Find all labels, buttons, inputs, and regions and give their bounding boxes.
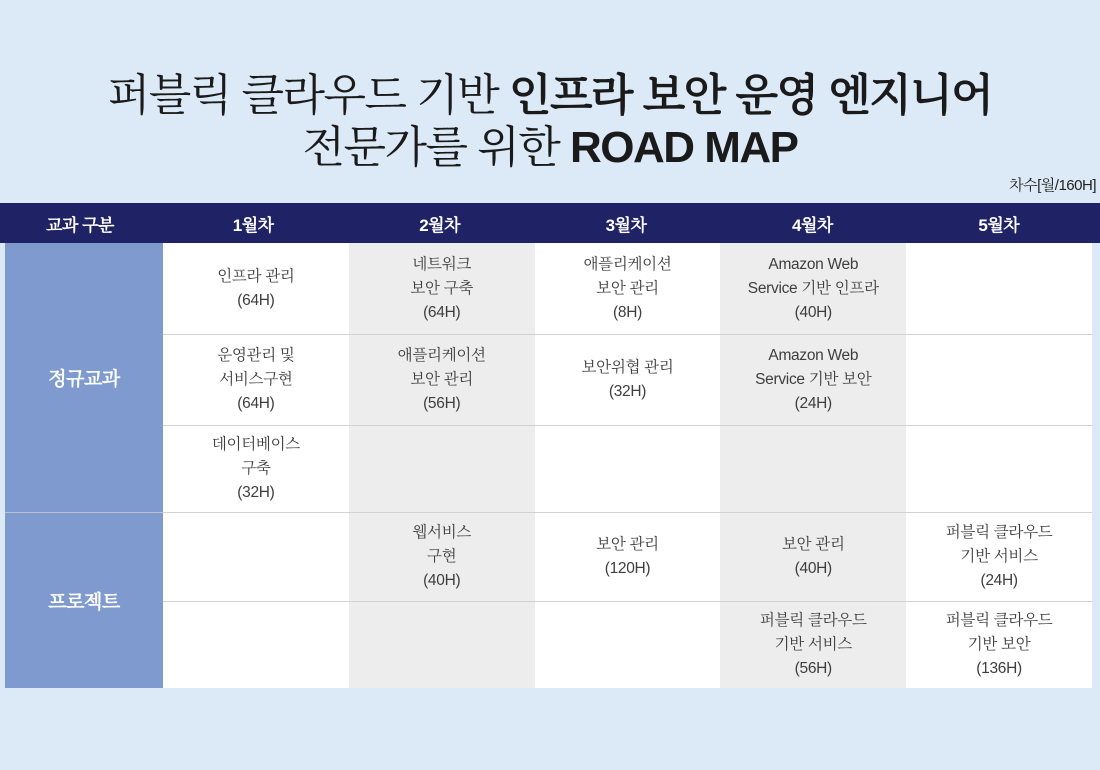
roadmap-cell (720, 243, 906, 334)
course-title-line: 데이터베이스 (211, 436, 300, 453)
roadmap-cell (163, 512, 349, 601)
title-regular-1: 퍼블릭 클라우드 기반 (107, 71, 509, 120)
roadmap-cell (906, 243, 1092, 334)
course-title-line: 기반 서비스 (774, 636, 852, 653)
course-hours: (56H) (423, 395, 461, 412)
roadmap-table (0, 203, 1100, 688)
course-hours: (56H) (794, 660, 832, 677)
course-title-line: 퍼블릭 클라우드 (945, 612, 1053, 629)
roadmap-cell (535, 512, 721, 601)
title-bold-1: 인프라 보안 운영 엔지니어 (509, 71, 993, 120)
course-title-line: 보안 관리 (596, 536, 659, 553)
header-cell-month-2: 2월차 (419, 215, 460, 235)
roadmap-cell (535, 243, 721, 334)
roadmap-cell (349, 512, 535, 601)
row-group-column (5, 243, 163, 688)
course-hours: (40H) (794, 560, 832, 577)
course-title-line: 구현 (427, 548, 457, 565)
table-body-grid (163, 243, 1092, 688)
course-title-line: 퍼블릭 클라우드 (945, 524, 1053, 541)
course-title-line: Amazon Web (768, 255, 859, 273)
course-hours: (40H) (423, 572, 461, 589)
course-title-line: 애플리케이션 (397, 347, 486, 364)
roadmap-cell (535, 334, 721, 425)
course-title-line: Amazon Web (768, 347, 859, 364)
roadmap-cell (720, 425, 906, 512)
roadmap-cell (163, 425, 349, 512)
course-title-line: 애플리케이션 (583, 255, 672, 273)
course-hours: (64H) (423, 303, 461, 321)
course-title-line: 네트워크 (412, 255, 472, 273)
course-title-line: 기반 서비스 (960, 548, 1038, 565)
table-body (5, 243, 1092, 688)
course-hours: (32H) (237, 484, 275, 501)
course-hours: (64H) (237, 395, 275, 412)
roadmap-cell (720, 512, 906, 601)
roadmap-cell (349, 243, 535, 334)
course-title-line: 보안 관리 (410, 371, 474, 388)
course-hours: (40H) (794, 303, 832, 321)
title-regular-2: 전문가를 위한 (302, 123, 570, 172)
roadmap-cell (720, 334, 906, 425)
course-title-line: 보안위협 관리 (581, 359, 674, 376)
course-title-line: 보안 관리 (781, 536, 845, 553)
roadmap-cell (163, 243, 349, 334)
roadmap-cell (349, 601, 535, 688)
course-hours: (8H) (613, 303, 642, 321)
course-title-line: 인프라 관리 (217, 267, 295, 285)
header-cell-month-4: 4월차 (791, 215, 833, 235)
row-group-project: 프로젝트 (5, 512, 163, 688)
roadmap-cell (906, 425, 1092, 512)
roadmap-cell (349, 334, 535, 425)
course-title-line: 구축 (241, 460, 271, 477)
roadmap-cell (349, 425, 535, 512)
course-title-line: 보안 구축 (410, 279, 474, 297)
page-title-line-2 (0, 122, 1100, 174)
table-header-row (0, 203, 1100, 243)
course-hours: (24H) (980, 572, 1018, 589)
course-hours: (120H) (604, 560, 651, 577)
roadmap-cell (535, 425, 721, 512)
course-title-line: Service 기반 인프라 (747, 279, 879, 297)
row-group-regular-curriculum: 정규교과 (5, 243, 163, 512)
roadmap-cell (720, 601, 906, 688)
title-bold-2: ROAD MAP (569, 123, 798, 172)
header-cell-month-1: 1월차 (232, 215, 274, 235)
course-title-line: 보안 관리 (596, 279, 659, 297)
roadmap-cell (163, 601, 349, 688)
course-hours: (24H) (794, 395, 832, 412)
course-title-line: 기반 보안 (967, 636, 1031, 653)
page-title-line-1 (0, 70, 1100, 122)
roadmap-cell (906, 601, 1092, 688)
course-hours: (136H) (976, 660, 1022, 677)
page-title (0, 70, 1100, 174)
header-cell-month-5: 5월차 (978, 215, 1020, 235)
course-title-line: 서비스구현 (219, 371, 293, 388)
course-title-line: 운영관리 및 (217, 347, 295, 364)
course-title-line: Service 기반 보안 (755, 371, 872, 388)
header-cell-category: 교과 구분 (46, 215, 114, 235)
roadmap-cell (906, 512, 1092, 601)
roadmap-cell (535, 601, 721, 688)
roadmap-cell (906, 334, 1092, 425)
course-title-line: 퍼블릭 클라우드 (759, 612, 867, 629)
unit-note: 차수[월/160H] (1009, 177, 1096, 194)
header-cell-month-3: 3월차 (605, 215, 647, 235)
course-hours: (64H) (237, 291, 275, 309)
course-hours: (32H) (608, 383, 647, 400)
roadmap-cell (163, 334, 349, 425)
course-title-line: 웹서비스 (412, 524, 472, 541)
